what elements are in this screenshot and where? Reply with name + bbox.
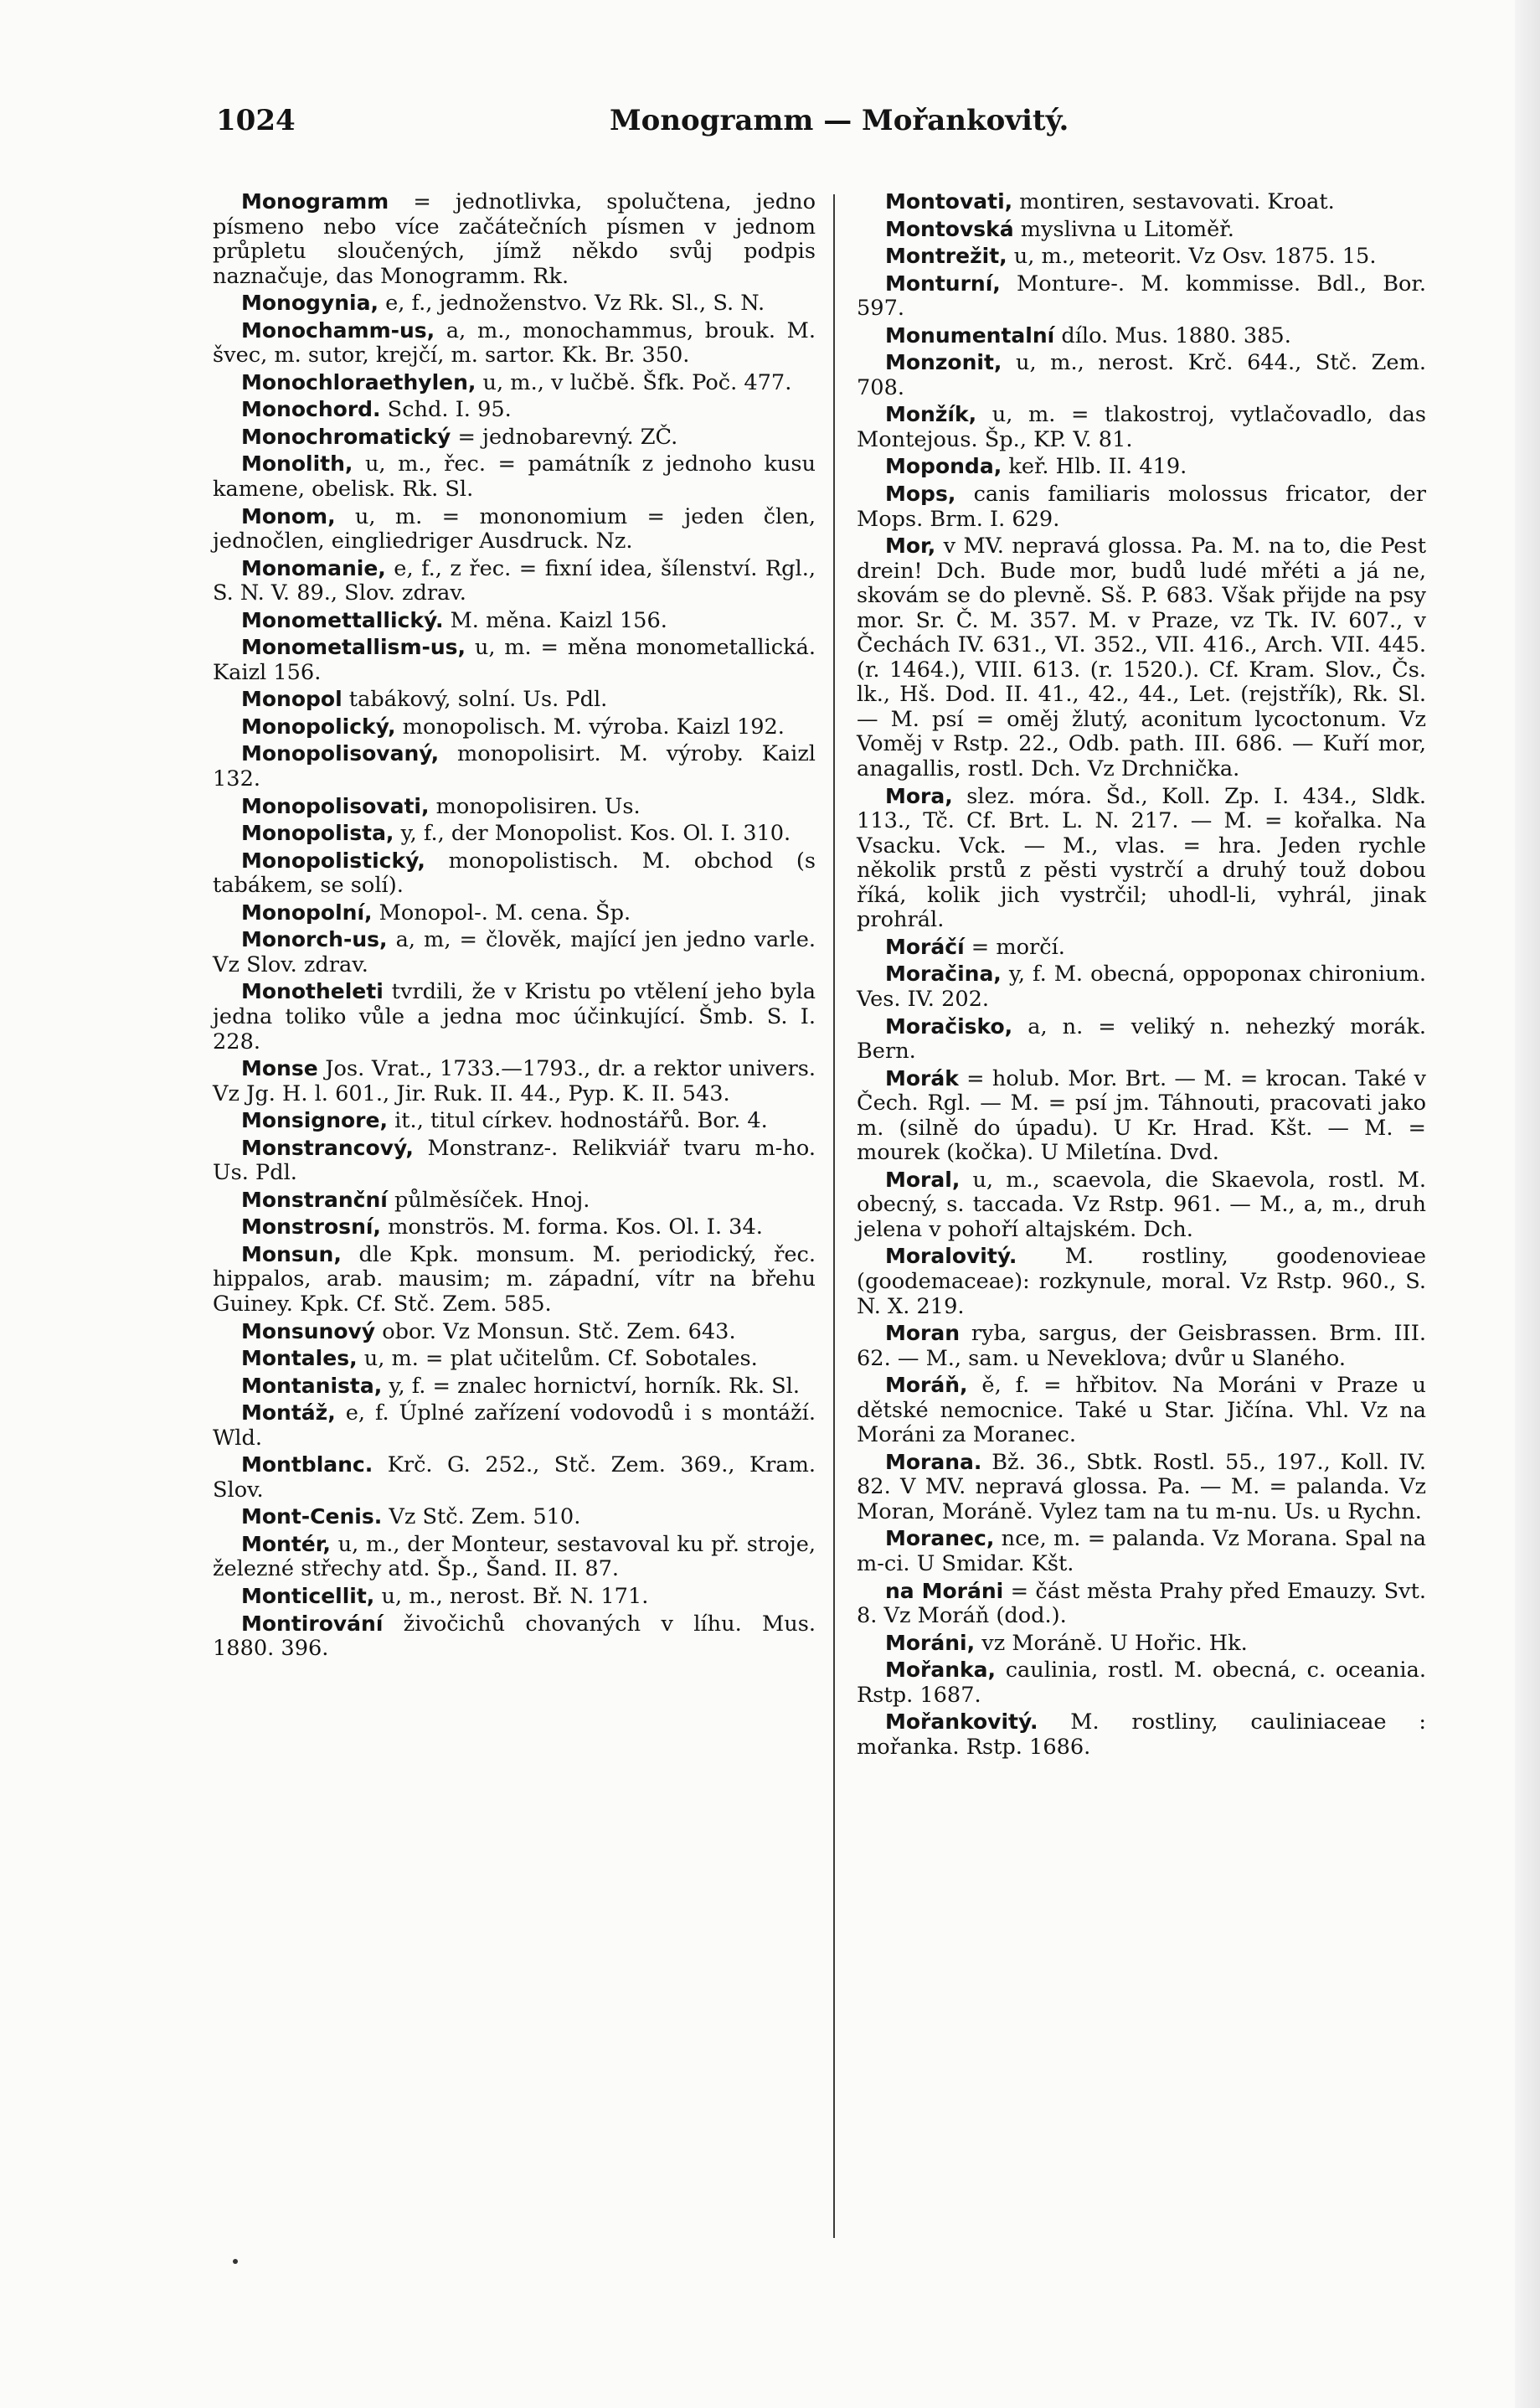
dictionary-entry (213, 1188, 816, 1214)
entry-definition: dle Kpk. monsum. M. periodický, řec. hippalos, arab. mausim; m. západní, vítr na břehu Guiney. Kpk. Cf. Stč. Zem. 585. (213, 1241, 816, 1317)
entry-headword: Monopolistický, (241, 848, 425, 873)
entry-headword: Monstrancový, (241, 1135, 414, 1160)
dictionary-entry (213, 1242, 816, 1317)
entry-headword: na Moráni (885, 1578, 1004, 1603)
dictionary-entry (213, 821, 816, 847)
dictionary-entry (213, 189, 816, 289)
entry-definition: Monture-. M. kommisse. Bdl., Bor. 597. (857, 271, 1426, 322)
dictionary-entry (213, 687, 816, 713)
entry-headword: Morák (885, 1065, 959, 1091)
entry-headword: Montblanc. (241, 1452, 373, 1477)
entry-definition: Schd. I. 95. (380, 397, 512, 423)
dictionary-entry (857, 402, 1426, 452)
dictionary-entry (213, 848, 816, 899)
dictionary-entry (857, 1321, 1426, 1371)
dictionary-entry (857, 1066, 1426, 1166)
entry-headword: Monsun, (241, 1241, 342, 1266)
entry-definition: e, f. Úplné zařízení vodovodů i s montáží. Wld. (213, 1400, 816, 1451)
entry-definition: Bž. 36., Sbtk. Rostl. 55., 197., Koll. IV. 82. V MV. nepravá glossa. Pa. — M. = palanda. Vz Moran, Moráně. Vylez tam na tu m-nu. Us. u Rychn. (857, 1449, 1426, 1524)
entry-headword: Monstranční (241, 1187, 388, 1212)
entry-definition: myslivna u Litoměř. (1013, 216, 1234, 242)
entry-definition: Monstranz-. Relikviář tvaru m-ho. Us. Pdl. (213, 1135, 816, 1186)
entry-headword: Monom, (241, 503, 336, 529)
page-header (216, 104, 1405, 154)
entry-headword: Mořanka, (885, 1658, 997, 1683)
dictionary-entry (213, 451, 816, 502)
entry-headword: Monopol (241, 687, 343, 712)
dictionary-entry (213, 370, 816, 396)
entry-headword: Monturní, (885, 271, 1001, 296)
entry-headword: Monomettallický. (241, 607, 444, 632)
entry-headword: Monochromatický (241, 424, 451, 449)
entry-headword: Montovská (885, 216, 1014, 241)
dictionary-entry (857, 534, 1426, 781)
dictionary-entry (857, 1244, 1426, 1319)
dictionary-entry (857, 189, 1426, 215)
entry-definition: slez. móra. Šd., Koll. Zp. I. 434., Sldk. 113., Tč. Cf. Brt. L. N. 217. — M. = kořalka. Na Vsacku. Vck. — M., vlas. = hra. Jeden rychle několik prstů z pěsti vystrčí a druhý touž dobou říká, kolik jich vystrčil; uhodl-li, vyhrál, jinak prohrál. (857, 783, 1426, 933)
entry-definition: e, f., z řec. = fixní idea, šílenství. Rgl., S. N. V. 89., Slov. zdrav. (213, 555, 816, 606)
dictionary-entry (857, 1709, 1426, 1760)
entry-definition: it., titul církev. hodnostářů. Bor. 4. (387, 1108, 768, 1134)
entry-definition: = morčí. (964, 934, 1065, 960)
dictionary-entry (857, 962, 1426, 1012)
entry-headword: Mont-Cenis. (241, 1504, 383, 1529)
entry-headword: Monogramm (241, 189, 389, 214)
entry-definition: u, m., scaevola, die Skaevola, rostl. M. obecný, s. taccada. Vz Rstp. 961. — M., a, m., druh jelena v pohoří altajském. Dch. (857, 1167, 1426, 1242)
entry-headword: Montovati, (885, 189, 1013, 214)
dictionary-entry (857, 244, 1426, 270)
ink-speck (233, 2259, 238, 2264)
entry-headword: Monse (241, 1056, 318, 1081)
dictionary-entry (857, 1014, 1426, 1065)
entry-definition: u, m. = tlakostroj, vytlačovadlo, das Montejous. Šp., KP. V. 81. (857, 402, 1426, 452)
dictionary-entry (213, 1346, 816, 1372)
entry-headword: Monometallism-us, (241, 635, 466, 660)
entry-definition: půlměsíček. Hnoj. (387, 1187, 590, 1213)
entry-headword: Monzonit, (885, 350, 1002, 375)
entry-definition: obor. Vz Monsun. Stč. Zem. 643. (375, 1318, 736, 1344)
entry-definition: a, m, = člověk, mající jen jedno varle. Vz Slov. zdrav. (213, 927, 816, 977)
entry-headword: Monolith, (241, 451, 353, 477)
column-divider (833, 194, 835, 2238)
dictionary-entry (213, 556, 816, 606)
entry-definition: = jednotlivka, spolučtena, jedno písmeno nebo více začátečních písmen v jednom průpletu sloučených, jímž někdo svůj podpis naznačuje, das Monogramm. Rk. (213, 189, 816, 289)
entry-headword: Mora, (885, 783, 953, 808)
entry-definition: ě, f. = hřbitov. Na Moráni v Praze u dětské nemocnice. Také u Star. Jičína. Vhl. Vz na Moráni za Moranec. (857, 1373, 1426, 1448)
entry-definition: v MV. nepravá glossa. Pa. M. na to, die Pest drein! Dch. Bude mor, budů ludé mřéti a já ne, skovám se do plevně. Sš. P. 683. Však přijde na psy mor. Sr. Č. M. 357. M. v Praze, vz Tk. IV. 607., v Čechách IV. 631., VI. 352., VII. 416., Arch. VII. 445. (r. 1464.), VIII. 613. (r. 1520.). Cf. Kram. Slov., Čs. lk., Hš. Dod. II. 41., 42., 44., Let. (rejstřík), Rk. Sl. — M. psí = oměj žlutý, aconitum lycoctonum. Vz Voměj v Rstp. 22., Odb. path. III. 686. — Kuří mor, anagallis, rostl. Dch. Vz Drchnička. (857, 534, 1426, 782)
entry-headword: Monumentalní (885, 322, 1055, 348)
entry-definition: caulinia, rostl. M. obecná, c. oceania. Rstp. 1687. (857, 1658, 1426, 1708)
entry-definition: u, m., nerost. Bř. N. 171. (374, 1583, 649, 1609)
dictionary-entry (213, 1214, 816, 1240)
entry-definition: nce, m. = palanda. Vz Morana. Spal na m-ci. U Smidar. Kšt. (857, 1526, 1426, 1576)
dictionary-entry (857, 454, 1426, 480)
entry-definition: y, f., der Monopolist. Kos. Ol. I. 310. (394, 821, 791, 847)
entry-headword: Moralovitý. (885, 1244, 1017, 1269)
entry-definition: u, m., der Monteur, sestavoval ku př. stroje, železné střechy atd. Šp., Šand. II. 87. (213, 1531, 816, 1582)
entry-definition: M. rostliny, cauliniaceae : mořanka. Rstp. 1686. (857, 1709, 1426, 1760)
dictionary-entry (857, 1631, 1426, 1657)
dictionary-entry (857, 784, 1426, 933)
dictionary-entry (213, 1400, 816, 1451)
running-head: Monogramm — Mořankovitý. (610, 104, 1069, 137)
entry-headword: Moral, (885, 1167, 961, 1192)
entry-definition: M. měna. Kaizl 156. (443, 607, 667, 633)
entry-headword: Mops, (885, 482, 956, 507)
entry-definition: = část města Prahy před Emauzy. Svt. 8. Vz Moráň (dod.). (857, 1578, 1426, 1629)
dictionary-entry (213, 608, 816, 634)
entry-headword: Moračina, (885, 962, 1002, 987)
dictionary-entry (857, 1658, 1426, 1708)
entry-headword: Moráň, (885, 1373, 968, 1398)
entry-headword: Montér, (241, 1531, 331, 1556)
dictionary-entry (213, 1136, 816, 1186)
dictionary-entry (857, 1450, 1426, 1525)
dictionary-entry (213, 794, 816, 820)
entry-headword: Monsignore, (241, 1108, 388, 1133)
dictionary-entry (213, 397, 816, 423)
entry-definition: monopolistisch. M. obchod (s tabákem, se solí). (213, 848, 816, 899)
entry-definition: monströs. M. forma. Kos. Ol. I. 34. (380, 1214, 763, 1240)
entry-definition: monopolisirt. M. výroby. Kaizl 132. (213, 741, 816, 792)
entry-definition: u, m. = mononomium = jeden člen, jednočlen, eingliedriger Ausdruck. Nz. (213, 503, 816, 554)
entry-definition: y, f. = znalec hornictví, horník. Rk. Sl. (382, 1373, 800, 1399)
entry-definition: tabákový, solní. Us. Pdl. (342, 687, 608, 713)
entry-headword: Montales, (241, 1346, 358, 1371)
dictionary-entry (213, 504, 816, 554)
entry-definition: u, m., meteorit. Vz Osv. 1875. 15. (1007, 244, 1377, 270)
page-number: 1024 (216, 104, 296, 137)
entry-headword: Moráni, (885, 1630, 976, 1655)
entry-definition: canis familiaris molossus fricator, der Mops. Brm. I. 629. (857, 482, 1426, 532)
entry-headword: Monogynia, (241, 291, 379, 316)
entry-definition: monopolisiren. Us. (429, 793, 641, 819)
entry-headword: Monopolický, (241, 714, 396, 739)
entry-headword: Monorch-us, (241, 927, 388, 952)
entry-headword: Monopolní, (241, 900, 373, 925)
entry-headword: Monochloraethylen, (241, 369, 476, 394)
dictionary-entry (213, 425, 816, 451)
entry-definition: = holub. Mor. Brt. — M. = krocan. Také v Čech. Rgl. — M. = psí jm. Táhnouti, pracovati jako m. (silně do úpadu). U Kr. Hrad. Kšt. — M. = mourek (kočka). U Miletína. Dvd. (857, 1065, 1426, 1166)
right-column (857, 189, 1426, 1761)
entry-headword: Monopolisovati, (241, 793, 430, 818)
entry-headword: Montrežit, (885, 244, 1007, 269)
entry-headword: Morana. (885, 1449, 982, 1474)
entry-headword: Montáž, (241, 1400, 336, 1426)
entry-headword: Monomanie, (241, 555, 386, 580)
scan-edge (1515, 0, 1540, 2408)
entry-headword: Montanista, (241, 1373, 383, 1398)
entry-headword: Montirování (241, 1611, 384, 1636)
entry-definition: montiren, sestavovati. Kroat. (1012, 189, 1335, 214)
entry-definition: keř. Hlb. II. 419. (1002, 454, 1187, 480)
dictionary-entry (213, 1374, 816, 1400)
entry-headword: Monopolista, (241, 821, 394, 846)
dictionary-entry (213, 635, 816, 685)
entry-headword: Monticellit, (241, 1583, 375, 1608)
entry-definition: u, m. = plat učitelům. Cf. Sobotales. (357, 1346, 758, 1372)
dictionary-entry (213, 714, 816, 740)
entry-definition: a, n. = veliký n. nehezký morák. Bern. (857, 1013, 1426, 1065)
entry-headword: Monstrosní, (241, 1214, 381, 1240)
entry-headword: Mor, (885, 534, 936, 559)
dictionary-entry (213, 900, 816, 926)
dictionary-entry (857, 1526, 1426, 1576)
entry-definition: M. rostliny, goodenovieae (goodemaceae): rozkynule, moral. Vz Rstp. 960., S. N. X. 219. (857, 1244, 1426, 1319)
entry-definition: u, m., v lučbě. Šfk. Poč. 477. (476, 369, 792, 395)
dictionary-entry (857, 217, 1426, 243)
entry-definition: tvrdili, že v Kristu po vtělení jeho byla jedna toliko vůle a jedna moc účinkující. Šmb. S. I. 228. (213, 979, 816, 1054)
dictionary-entry (213, 1452, 816, 1503)
entry-definition: dílo. Mus. 1880. 385. (1054, 322, 1291, 348)
dictionary-entry (213, 927, 816, 977)
entry-headword: Monžík, (885, 402, 977, 427)
entry-definition: Krč. G. 252., Stč. Zem. 369., Kram. Slov. (213, 1452, 816, 1503)
entry-headword: Moran (885, 1321, 961, 1346)
entry-headword: Mořankovitý. (885, 1709, 1038, 1735)
dictionary-entry (857, 271, 1426, 322)
entry-definition: Monopol-. M. cena. Šp. (372, 900, 631, 926)
entry-definition: = jednobarevný. ZČ. (451, 424, 678, 450)
dictionary-entry (213, 1504, 816, 1530)
left-column (213, 189, 816, 1663)
entry-definition: a, m., monochammus, brouk. M. švec, m. sutor, krejčí, m. sartor. Kk. Br. 350. (213, 317, 816, 369)
entry-headword: Moponda, (885, 454, 1002, 479)
entry-definition: Vz Stč. Zem. 510. (382, 1504, 581, 1530)
dictionary-entry (213, 1056, 816, 1106)
dictionary-entry (857, 482, 1426, 532)
entry-definition: Jos. Vrat., 1733.—1793., dr. a rektor univers. Vz Jg. H. l. 601., Jir. Ruk. II. 44., Pyp. K. II. 543. (213, 1056, 816, 1106)
dictionary-entry (213, 318, 816, 369)
entry-definition: u, m., řec. = památník z jednoho kusu kamene, obelisk. Rk. Sl. (213, 451, 816, 503)
entry-headword: Moráčí (885, 934, 965, 959)
entry-definition: u, m. = měna monometallická. Kaizl 156. (213, 635, 816, 685)
entry-headword: Moračisko, (885, 1013, 1013, 1039)
entry-headword: Monotheleti (241, 979, 384, 1004)
dictionary-entry (213, 979, 816, 1054)
entry-definition: y, f. M. obecná, oppoponax chironium. Ves. IV. 202. (857, 962, 1426, 1012)
dictionary-entry (857, 323, 1426, 349)
entry-headword: Monochord. (241, 397, 381, 422)
dictionary-entry (857, 1168, 1426, 1243)
dictionary-entry (213, 1108, 816, 1134)
entry-headword: Monsunový (241, 1318, 376, 1343)
dictionary-entry (213, 1584, 816, 1610)
entry-definition: e, f., jednoženstvo. Vz Rk. Sl., S. N. (378, 291, 765, 317)
entry-definition: monopolisch. M. výroba. Kaizl 192. (395, 714, 785, 740)
dictionary-entry (857, 1579, 1426, 1629)
entry-headword: Monopolisovaný, (241, 741, 440, 766)
entry-definition: u, m., nerost. Krč. 644., Stč. Zem. 708. (857, 350, 1426, 400)
entry-definition: živočichů chovaných v líhu. Mus. 1880. 396. (213, 1611, 816, 1662)
dictionary-entry (213, 741, 816, 791)
dictionary-entry (857, 350, 1426, 400)
dictionary-entry (213, 1319, 816, 1345)
entry-headword: Monochamm-us, (241, 317, 435, 343)
dictionary-entry (213, 1611, 816, 1662)
entry-headword: Moranec, (885, 1526, 995, 1551)
dictionary-entry (857, 935, 1426, 961)
dictionary-entry (857, 1373, 1426, 1448)
entry-definition: vz Moráně. U Hořic. Hk. (975, 1630, 1248, 1656)
entry-definition: ryba, sargus, der Geisbrassen. Brm. III. 62. — M., sam. u Neveklova; dvůr u Slaného. (857, 1321, 1426, 1371)
dictionary-entry (213, 291, 816, 317)
dictionary-entry (213, 1532, 816, 1582)
